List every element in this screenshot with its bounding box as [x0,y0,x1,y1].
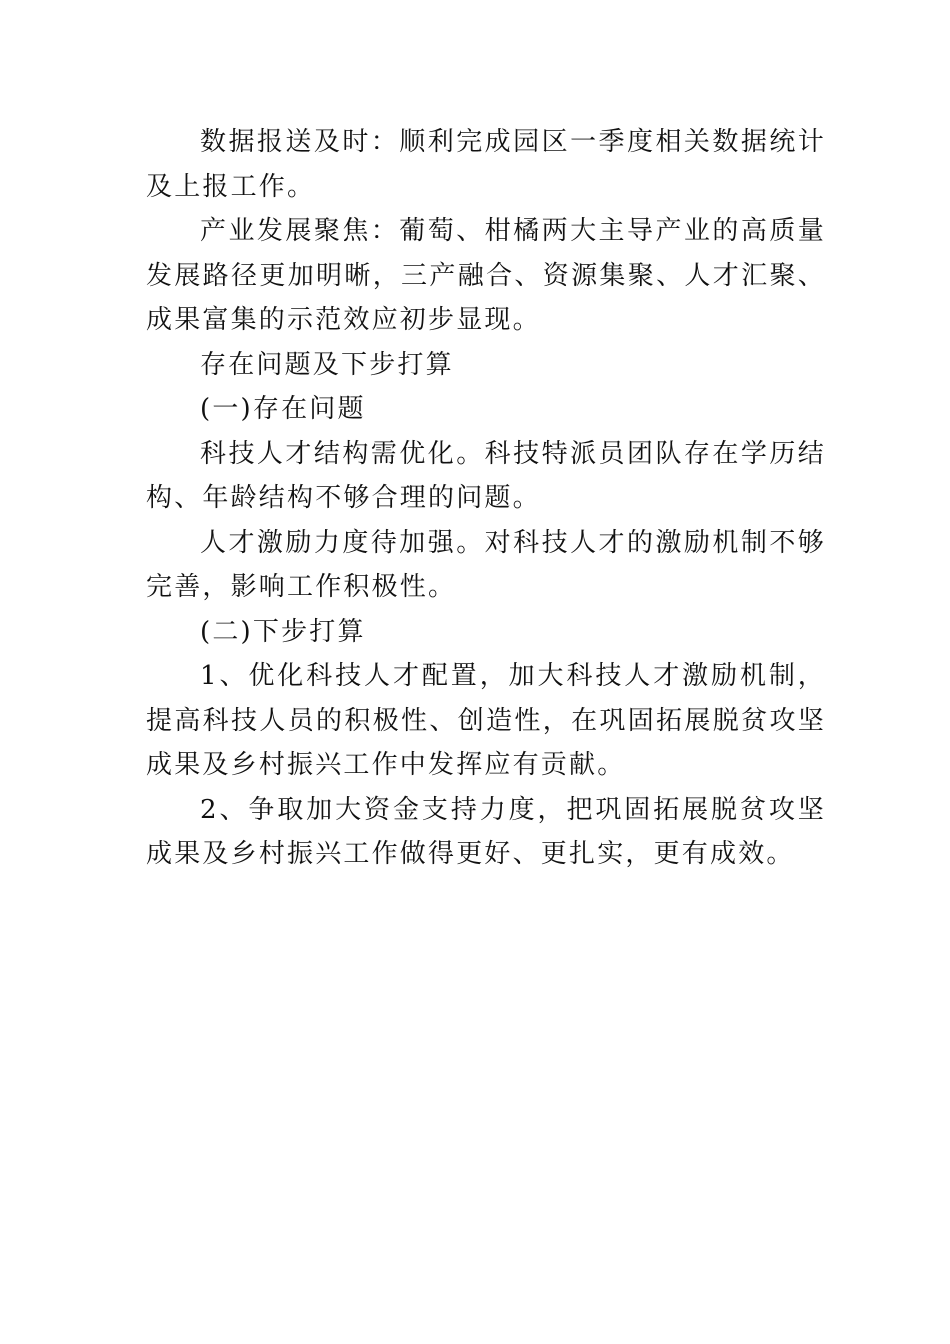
paragraph-industry-development: 产业发展聚焦：葡萄、柑橘两大主导产业的高质量发展路径更加明晰，三产融合、资源集聚、人才汇聚、成果富集的示范效应初步显现。 [146,216,826,335]
paragraph-talent-incentive: 人才激励力度待加强。对科技人才的激励机制不够完善，影响工作积极性。 [146,527,826,602]
document-body [146,120,826,877]
paragraph-next-step-2: 2、争取加大资金支持力度，把巩固拓展脱贫攻坚成果及乡村振兴工作做得更好、更扎实，更有成效。 [146,794,826,869]
paragraph-data-reporting: 数据报送及时：顺利完成园区一季度相关数据统计及上报工作。 [146,127,826,202]
subheading-existing-problems: (一)存在问题 [200,394,366,424]
paragraph-next-step-1: 1、优化科技人才配置，加大科技人才激励机制，提高科技人员的积极性、创造性，在巩固拓展脱贫攻坚成果及乡村振兴工作中发挥应有贡献。 [146,661,826,780]
section-heading-problems-and-plans: 存在问题及下步打算 [200,349,454,380]
paragraph-talent-structure: 科技人才结构需优化。科技特派员团队存在学历结构、年龄结构不够合理的问题。 [146,438,826,513]
subheading-next-steps: (二)下步打算 [200,616,366,647]
